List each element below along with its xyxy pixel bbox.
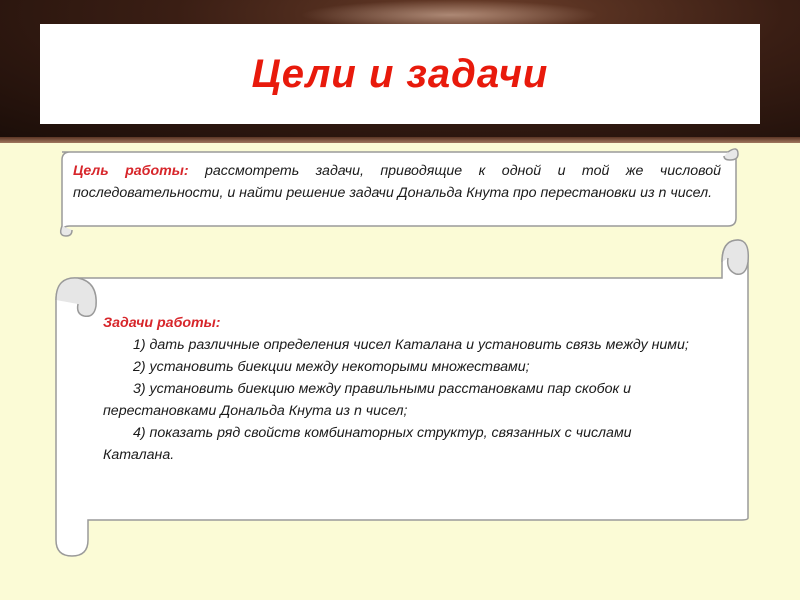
tasks-heading: Задачи работы: bbox=[103, 315, 221, 331]
task-item-4: 4) показать ряд свойств комбинаторных структур, связанных с числами Каталана. bbox=[103, 425, 632, 463]
task-item-2: 2) установить биекции между некоторыми множествами; bbox=[133, 359, 530, 375]
task-item-3: 3) установить биекцию между правильными расстановками пар скобок и перестановками Дональда Кнута из n чисел; bbox=[103, 381, 632, 419]
goal-paragraph bbox=[73, 160, 721, 204]
task-item-1: 1) дать различные определения чисел Каталана и установить связь между ними; bbox=[133, 337, 689, 353]
tasks-block bbox=[103, 312, 703, 466]
goal-text: рассмотреть задачи, приводящие к одной и той же числовой последовательности, и найти решение задачи Дональда Кнута про перестановки из n чисел. bbox=[73, 163, 721, 201]
slide-title: Цели и задачи bbox=[251, 51, 549, 96]
goal-label: Цель работы: bbox=[73, 163, 189, 179]
